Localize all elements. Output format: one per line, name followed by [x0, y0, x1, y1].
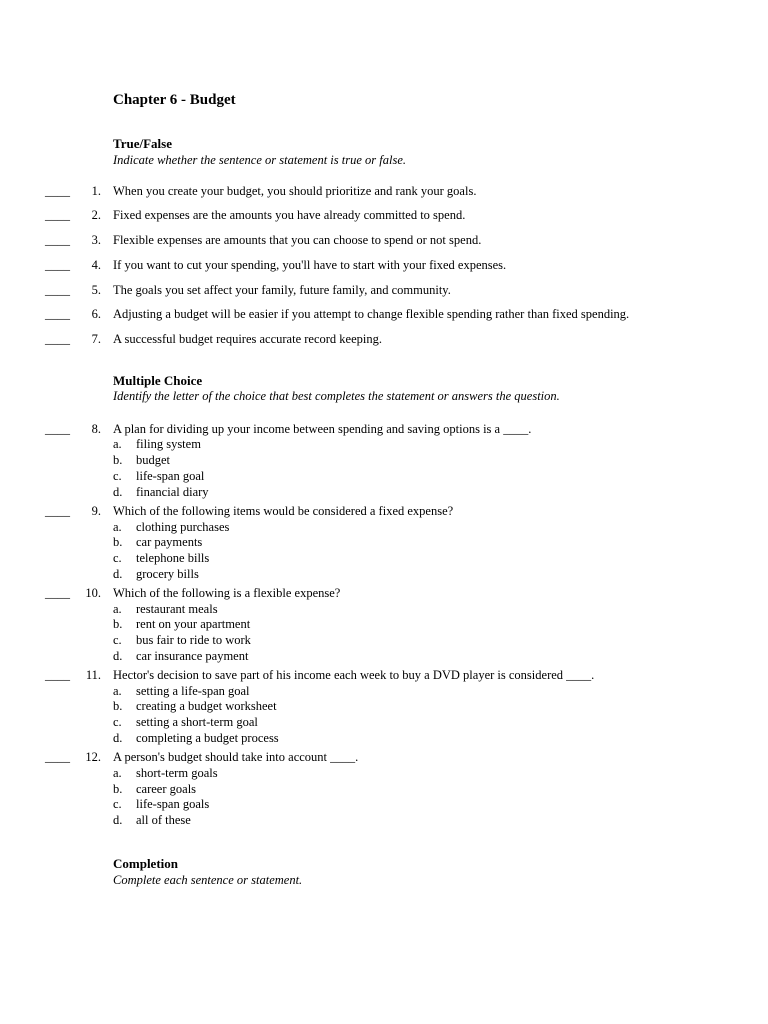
- answer-blank[interactable]: ____: [45, 184, 70, 198]
- choice-option: [0, 437, 768, 453]
- choice-option: [0, 813, 768, 829]
- choice-letter: d.: [113, 485, 123, 499]
- choice-letter: d.: [113, 649, 123, 663]
- choice-option: [0, 469, 768, 485]
- question-number: 9.: [91, 504, 101, 518]
- question-number: 4.: [91, 258, 101, 272]
- choice-letter: d.: [113, 567, 123, 581]
- question-number: 7.: [91, 332, 101, 346]
- choice-text: budget: [136, 453, 171, 467]
- question-row: [0, 307, 768, 324]
- choice-option: [0, 520, 768, 536]
- choice-text: telephone bills: [136, 551, 210, 565]
- question-text: The goals you set affect your family, future family, and community.: [113, 283, 451, 297]
- answer-blank[interactable]: ____: [45, 208, 70, 222]
- question-row: [0, 504, 768, 521]
- question-row: [0, 233, 768, 250]
- choice-option: [0, 633, 768, 649]
- question-row: [0, 184, 768, 201]
- choice-letter: c.: [113, 551, 122, 565]
- choice-option: [0, 699, 768, 715]
- choice-option: [0, 782, 768, 798]
- choice-option: [0, 797, 768, 813]
- choice-letter: a.: [113, 684, 122, 698]
- choice-text: car payments: [136, 535, 203, 549]
- question-number: 3.: [91, 233, 101, 247]
- answer-blank[interactable]: ____: [45, 504, 70, 518]
- question-text: Which of the following items would be considered a fixed expense?: [113, 504, 454, 518]
- question-text: Hector's decision to save part of his income each week to buy a DVD player is considered ____.: [113, 668, 595, 682]
- choice-letter: d.: [113, 731, 123, 745]
- page-title: Chapter 6 - Budget: [113, 92, 236, 108]
- question-text: A plan for dividing up your income between spending and saving options is a ____.: [113, 422, 532, 436]
- choice-text: completing a budget process: [136, 731, 279, 745]
- choice-text: career goals: [136, 782, 197, 796]
- choice-text: life-span goals: [136, 797, 210, 811]
- choice-option: [0, 602, 768, 618]
- choice-option: [0, 684, 768, 700]
- choice-text: life-span goal: [136, 469, 205, 483]
- choice-option: [0, 485, 768, 501]
- choice-option: [0, 715, 768, 731]
- question-number: 5.: [91, 283, 101, 297]
- choice-option: [0, 731, 768, 747]
- choice-text: bus fair to ride to work: [136, 633, 251, 647]
- question-number: 11.: [85, 668, 101, 682]
- question-text: Flexible expenses are amounts that you can choose to spend or not spend.: [113, 233, 482, 247]
- choice-letter: b.: [113, 617, 123, 631]
- true-false-instruction: Indicate whether the sentence or statement is true or false.: [113, 153, 406, 167]
- question-text: A successful budget requires accurate record keeping.: [113, 332, 382, 346]
- choice-letter: a.: [113, 520, 122, 534]
- answer-blank[interactable]: ____: [45, 283, 70, 297]
- choice-letter: a.: [113, 437, 122, 451]
- question-text: Fixed expenses are the amounts you have already committed to spend.: [113, 208, 466, 222]
- answer-blank[interactable]: ____: [45, 307, 70, 321]
- choice-letter: b.: [113, 699, 123, 713]
- answer-blank[interactable]: ____: [45, 750, 70, 764]
- answer-blank[interactable]: ____: [45, 422, 70, 436]
- question-number: 8.: [91, 422, 101, 436]
- question-text: When you create your budget, you should prioritize and rank your goals.: [113, 184, 477, 198]
- question-row: [0, 750, 768, 767]
- question-number: 2.: [91, 208, 101, 222]
- choice-text: financial diary: [136, 485, 209, 499]
- choice-text: creating a budget worksheet: [136, 699, 277, 713]
- question-text: If you want to cut your spending, you'll have to start with your fixed expenses.: [113, 258, 507, 272]
- choice-text: rent on your apartment: [136, 617, 251, 631]
- choice-text: setting a short-term goal: [136, 715, 258, 729]
- question-number: 1.: [91, 184, 101, 198]
- choice-option: [0, 453, 768, 469]
- answer-blank[interactable]: ____: [45, 233, 70, 247]
- question-row: [0, 283, 768, 300]
- question-row: [0, 668, 768, 685]
- completion-heading: Completion: [113, 856, 178, 871]
- question-text: A person's budget should take into account ____.: [113, 750, 359, 764]
- choice-text: car insurance payment: [136, 649, 249, 663]
- choice-option: [0, 617, 768, 633]
- question-text: Adjusting a budget will be easier if you attempt to change flexible spending rather than fixed spending.: [113, 307, 630, 321]
- choice-letter: b.: [113, 782, 123, 796]
- choice-letter: d.: [113, 813, 123, 827]
- question-row: [0, 258, 768, 275]
- choice-option: [0, 535, 768, 551]
- choice-letter: b.: [113, 535, 123, 549]
- choice-text: setting a life-span goal: [136, 684, 250, 698]
- choice-option: [0, 551, 768, 567]
- choice-letter: c.: [113, 469, 122, 483]
- choice-text: grocery bills: [136, 567, 199, 581]
- true-false-heading: True/False: [113, 136, 172, 151]
- choice-option: [0, 766, 768, 782]
- answer-blank[interactable]: ____: [45, 332, 70, 346]
- choice-letter: a.: [113, 766, 122, 780]
- choice-letter: c.: [113, 715, 122, 729]
- multiple-choice-heading: Multiple Choice: [113, 373, 203, 388]
- choice-letter: a.: [113, 602, 122, 616]
- question-number: 10.: [85, 586, 101, 600]
- choice-letter: c.: [113, 633, 122, 647]
- question-number: 6.: [91, 307, 101, 321]
- choice-text: restaurant meals: [136, 602, 218, 616]
- multiple-choice-instruction: Identify the letter of the choice that best completes the statement or answers the question.: [113, 389, 560, 403]
- question-row: [0, 208, 768, 225]
- answer-blank[interactable]: ____: [45, 668, 70, 682]
- choice-text: short-term goals: [136, 766, 218, 780]
- question-text: Which of the following is a flexible expense?: [113, 586, 341, 600]
- completion-instruction: Complete each sentence or statement.: [113, 873, 303, 887]
- choice-letter: b.: [113, 453, 123, 467]
- choice-letter: c.: [113, 797, 122, 811]
- choice-text: clothing purchases: [136, 520, 230, 534]
- choice-option: [0, 649, 768, 665]
- answer-blank[interactable]: ____: [45, 586, 70, 600]
- question-row: [0, 332, 768, 349]
- choice-option: [0, 567, 768, 583]
- answer-blank[interactable]: ____: [45, 258, 70, 272]
- question-number: 12.: [85, 750, 101, 764]
- choice-text: filing system: [136, 437, 201, 451]
- question-row: [0, 586, 768, 603]
- choice-text: all of these: [136, 813, 191, 827]
